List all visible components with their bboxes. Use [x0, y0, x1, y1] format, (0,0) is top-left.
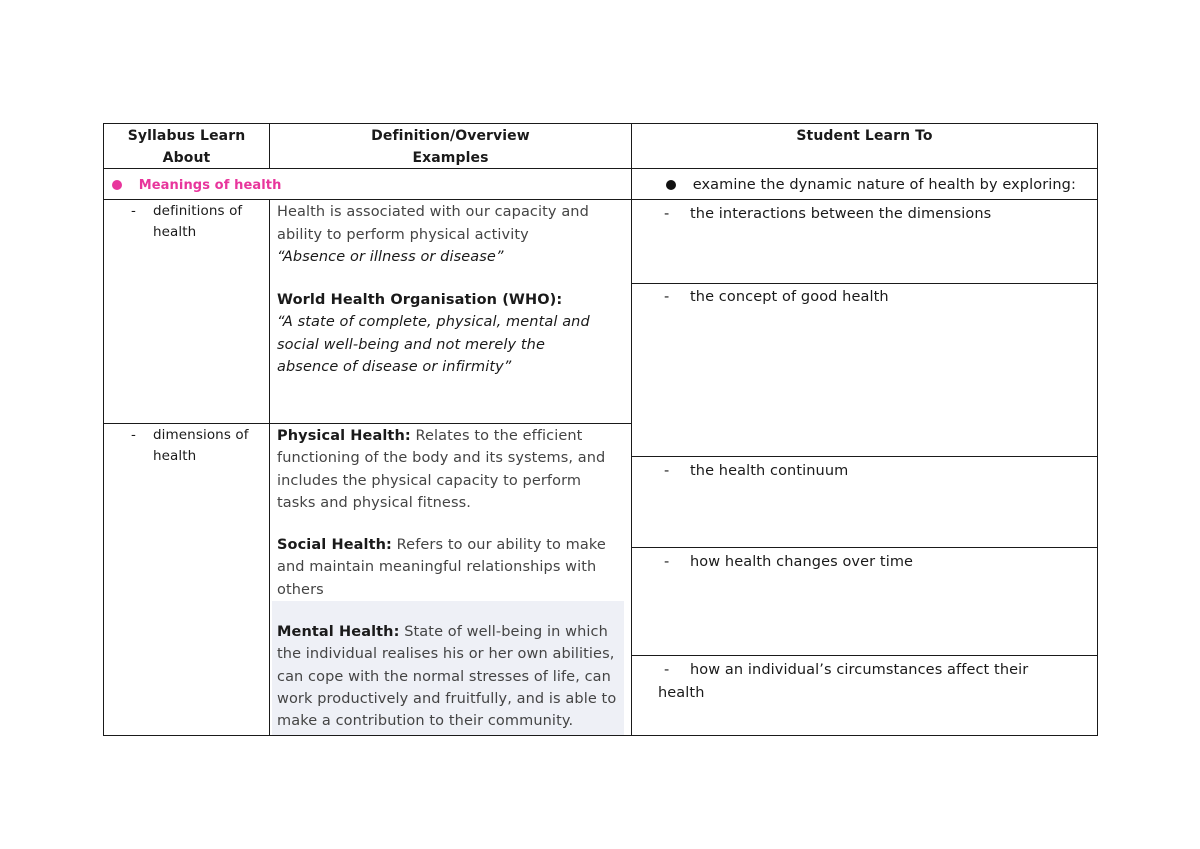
- header-col2-line2: Examples: [412, 150, 489, 166]
- header-col3: Student Learn To: [796, 128, 933, 144]
- learn-r1-line2: health: [153, 224, 197, 240]
- col2-divider: [631, 123, 632, 736]
- who-line3: absence of disease or infirmity”: [277, 359, 512, 375]
- student-sep-2: [631, 456, 1098, 457]
- mental-l4: work productively and fruitfully, and is able to: [277, 690, 617, 707]
- dash-marker: -: [664, 206, 670, 222]
- social-l3: others: [277, 581, 324, 598]
- student-item-circumstances: [658, 659, 1094, 704]
- social-health-title: Social Health:: [277, 537, 392, 554]
- explore-cell: [666, 174, 1096, 196]
- row1-bottom-line-left: [103, 423, 631, 424]
- student-item-4: how health changes over time: [690, 554, 914, 570]
- dash-marker: -: [664, 662, 670, 678]
- who-line1: “A state of complete, physical, mental and: [277, 314, 590, 330]
- header-col1-line1: Syllabus Learn: [127, 128, 246, 144]
- student-sep-1: [631, 283, 1098, 284]
- def-quote: “Absence or illness or disease”: [277, 249, 504, 265]
- topic-row-bottom-line: [103, 199, 1098, 200]
- student-item-3: the health continuum: [690, 463, 849, 479]
- topic-label: Meanings of health: [138, 178, 282, 193]
- header-col1-line2: About: [162, 150, 211, 166]
- def-line2: ability to perform physical activity: [277, 226, 529, 243]
- dash-marker: -: [131, 427, 136, 443]
- col1-divider-body: [269, 199, 270, 736]
- topic-cell: [112, 174, 612, 197]
- learn-dimensions-of-health: [131, 425, 266, 467]
- bullet-icon: [112, 180, 122, 190]
- table-border-left: [103, 123, 104, 736]
- header-student-learn-to: [632, 125, 1097, 147]
- dash-marker: -: [131, 203, 136, 219]
- dimensions-definition-cell: [277, 425, 629, 733]
- social-l1: Refers to our ability to make: [391, 537, 606, 554]
- dash-marker: -: [664, 554, 670, 570]
- student-item-changes: [664, 551, 1094, 574]
- student-item-2: the concept of good health: [690, 289, 889, 305]
- dash-marker: -: [664, 463, 670, 479]
- student-sep-4: [631, 655, 1098, 656]
- student-item-1: the interactions between the dimensions: [690, 206, 992, 222]
- table-border-right: [1097, 123, 1098, 736]
- mental-health-title: Mental Health:: [277, 624, 400, 641]
- header-col2-line1: Definition/Overview: [371, 128, 530, 144]
- definition-health-cell: [277, 201, 629, 379]
- physical-l2: functioning of the body and its systems, and: [277, 450, 606, 467]
- table-border-top: [103, 123, 1098, 124]
- dash-marker: -: [664, 289, 670, 305]
- who-title: World Health Organisation (WHO):: [277, 291, 563, 308]
- student-item-good-health: [664, 286, 1094, 309]
- header-syllabus-learn-about: [104, 125, 269, 169]
- mental-l3: can cope with the normal stresses of life, can: [277, 668, 611, 685]
- explore-text: examine the dynamic nature of health by exploring:: [692, 177, 1076, 193]
- physical-l3: includes the physical capacity to perform: [277, 472, 582, 489]
- learn-r1-line1: definitions of: [153, 203, 243, 219]
- header-definition-overview: [270, 125, 631, 169]
- physical-l1: Relates to the efficient: [410, 428, 583, 444]
- physical-l4: tasks and physical fitness.: [277, 494, 471, 511]
- mental-l2: the individual realises his or her own abilities,: [277, 646, 615, 663]
- bullet-icon: [666, 180, 676, 190]
- learn-r2-line2: health: [153, 448, 197, 464]
- def-line1: Health is associated with our capacity and: [277, 204, 589, 220]
- who-line2: social well-being and not merely the: [277, 336, 545, 353]
- table-border-bottom: [103, 735, 1098, 736]
- social-l2: and maintain meaningful relationships with: [277, 559, 597, 576]
- learn-definitions-of-health: [131, 201, 266, 243]
- physical-health-title: Physical Health:: [277, 428, 411, 444]
- student-item-5-cont: health: [658, 684, 705, 701]
- student-item-continuum: [664, 460, 1094, 483]
- mental-l1: State of well-being in which: [399, 624, 608, 641]
- learn-r2-line1: dimensions of: [153, 427, 249, 443]
- student-sep-3: [631, 547, 1098, 548]
- student-item-5: how an individual’s circumstances affect their: [690, 662, 1029, 678]
- mental-l5: make a contribution to their community.: [277, 713, 574, 730]
- student-item-interactions: [664, 203, 1094, 226]
